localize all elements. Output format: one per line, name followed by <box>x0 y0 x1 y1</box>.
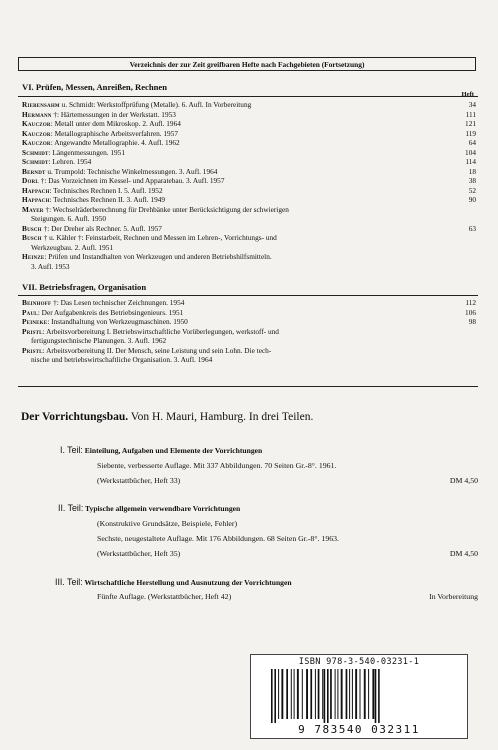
entry-line <box>22 195 476 205</box>
barcode-bar <box>352 669 353 719</box>
part-ii-subtitle: (Konstruktive Grundsätze, Beispiele, Fehler) <box>97 519 238 528</box>
entry-title: : Technisches Rechnen I. 5. Aufl. 1952 <box>49 185 163 195</box>
entry-author: Happach <box>22 185 50 195</box>
entry-title: : Angewandte Metallographie. 4. Aufl. 1962 <box>50 138 180 147</box>
entry-title: †: Wechselräderberechnung für Drehbänke unter Berücksichtigung der schwierigen <box>43 204 289 214</box>
section-vi-entry <box>22 138 476 148</box>
part-i-number: I. Teil: <box>60 445 83 455</box>
section-vi-entry <box>22 252 456 271</box>
entry-title: u. Schmidt: Werkstoffprüfung (Metalle). 6. Aufl. In Vorbereitung <box>59 100 252 109</box>
entry-line <box>22 307 476 318</box>
entry-heft-number: 18 <box>468 166 476 176</box>
entry-line <box>22 119 476 129</box>
barcode-bar <box>286 669 288 719</box>
section-vi-entry <box>22 166 476 177</box>
part-ii-price: DM 4,50 <box>449 549 478 558</box>
entry-author: Berndt <box>22 166 46 176</box>
entry-title: †: Das Lesen technischer Zeichnungen. 1954 <box>51 298 185 307</box>
barcode-bar <box>372 669 374 719</box>
barcode-bar <box>330 669 332 719</box>
part-ii-number: II. Teil: <box>58 503 84 513</box>
entry-author: Hermann <box>22 109 52 119</box>
entry-author: Pristl <box>22 345 43 355</box>
section-vii-list <box>22 298 476 365</box>
section-vi-list <box>22 100 476 271</box>
part-ii-edition: Sechste, neugestaltete Auflage. Mit 176 Abbildungen. 68 Seiten Gr.-8°. 1963. <box>97 534 339 543</box>
entry-heft-number: 64 <box>468 138 476 147</box>
entry-title: †: Der Dreher als Rechner. 5. Aufl. 1957 <box>41 223 162 233</box>
barcode-bar <box>278 669 279 719</box>
entry-line <box>22 128 476 139</box>
barcode-bar <box>337 669 338 719</box>
entry-title: : Lehren. 1954 <box>48 157 92 166</box>
entry-line <box>22 205 456 215</box>
section-vi-entry <box>22 157 476 167</box>
entry-title: : Der Aufgabenkreis des Betriebsingenieurs. 1951 <box>37 307 184 317</box>
entry-title: u. Trumpold: Technische Winkelmessungen. 3. Aufl. 1964 <box>45 166 218 176</box>
part-i-edition: Siebente, verbesserte Auflage. Mit 337 Abbildungen. 70 Seiten Gr.-8°. 1961. <box>97 461 337 470</box>
entry-heft-number: 121 <box>465 119 476 128</box>
barcode-bar <box>291 669 292 719</box>
barcode-bar <box>368 669 369 719</box>
heft-column-label: Heft <box>461 91 474 98</box>
part-iii-edition: Fünfte Auflage. (Werkstattbücher, Heft 42) <box>97 592 232 601</box>
section-vii-entry <box>22 346 456 365</box>
entry-continuation: fertigungstechnische Planungen. 3. Aufl. 1962 <box>31 336 167 345</box>
isbn-label: ISBN 978-3-540-03231-1 <box>298 657 420 667</box>
vorrichtungsbau-title-rest: Von H. Mauri, Hamburg. In drei Teilen. <box>128 411 314 423</box>
part-i-price: DM 4,50 <box>449 476 478 485</box>
entry-line <box>22 252 456 262</box>
entry-heft-number: 52 <box>468 185 476 195</box>
entry-heft-number: 112 <box>465 298 476 307</box>
barcode-bar <box>306 669 308 719</box>
barcode-bar <box>297 669 299 719</box>
barcode-bar <box>322 669 323 719</box>
part-i-title: Einteilung, Aufgaben und Elemente der Vorrichtungen <box>82 446 263 455</box>
entry-line <box>22 157 476 167</box>
entry-title: : Metallographische Arbeitsverfahren. 1957 <box>50 128 178 138</box>
section-vi-rule <box>18 96 478 97</box>
entry-line <box>22 147 476 158</box>
isbn-barcode-block <box>250 654 468 739</box>
entry-title: † u. Kähler †: Feinstarbeit, Rechnen und Messen im Lehren-, Vorrichtungs- und <box>41 233 277 242</box>
entry-heft-number: 104 <box>465 147 476 157</box>
entry-author: Paul <box>22 307 38 317</box>
barcode-guard-bar <box>274 669 276 723</box>
section-vi-entry <box>22 205 456 224</box>
section-vi-entry <box>22 109 476 120</box>
entry-title: : Arbeitsvorbereitung I. Betriebswirtschaftliche Vorüberlegungen, werkstoff- und <box>42 326 279 336</box>
entry-author: Busch <box>22 233 42 242</box>
barcode-guard-bar <box>324 669 326 723</box>
section-vi-entry <box>22 176 476 186</box>
entry-title: : Technisches Rechnen II. 3. Aufl. 1949 <box>49 195 166 204</box>
entry-author: Beinhoff <box>22 298 52 307</box>
entry-author: Riebensahm <box>22 100 60 109</box>
barcode-digits: 9 783540 032311 <box>298 723 420 736</box>
barcode-bar <box>341 669 343 719</box>
entry-line <box>22 100 476 110</box>
section-vi-entry <box>22 128 476 139</box>
barcode-bars <box>269 669 449 723</box>
entry-heft-number: 90 <box>468 195 476 204</box>
entry-author: Schmidt <box>22 157 49 166</box>
entry-author: Kauczor <box>22 128 51 138</box>
entry-continuation: Werkzeugbau. 2. Aufl. 1951 <box>31 242 114 252</box>
entry-title: †: Das Vorzeichnen im Kessel- und Apparatebau. 3. Aufl. 1957 <box>38 176 225 185</box>
barcode-bar <box>360 669 361 719</box>
part-ii-heading <box>58 503 240 513</box>
entry-author: Schmidt <box>22 147 49 157</box>
part-ii-title: Typische allgemein verwendbare Vorrichtungen <box>83 504 241 513</box>
entry-heft-number: 114 <box>465 157 476 166</box>
entry-continuation: nische und betriebswirtschaftliche Organisation. 3. Aufl. 1964 <box>31 355 213 364</box>
entry-line <box>22 176 476 186</box>
entry-author: Mayer <box>22 204 44 214</box>
section-vii-entry <box>22 327 456 346</box>
entry-line <box>22 327 456 337</box>
entry-title: : Längenmessungen. 1951 <box>48 147 125 157</box>
barcode-bar <box>310 669 312 719</box>
entry-author: Busch <box>22 223 42 233</box>
barcode-guard-bar <box>271 669 273 723</box>
section-vi-entry <box>22 147 476 158</box>
catalog-header: Verzeichnis der zur Zeit greifbaren Hefte nach Fachgebieten (Fortsetzung) <box>18 57 476 71</box>
entry-line <box>22 185 476 196</box>
barcode-guard-bar <box>378 669 380 723</box>
entry-line <box>22 298 476 308</box>
part-iii-status: In Vorbereitung <box>429 592 478 601</box>
section-vi-entry <box>22 119 476 129</box>
divider-rule <box>18 386 478 387</box>
entry-heft-number: 38 <box>468 176 476 185</box>
barcode-bar <box>281 669 283 719</box>
entry-heft-number: 119 <box>465 128 476 138</box>
barcode-guard-bar <box>375 669 377 723</box>
entry-title: : Arbeitsvorbereitung II. Der Mensch, seine Leistung und sein Lohn. Die tech- <box>42 345 272 355</box>
part-iii-title: Wirtschaftliche Herstellung und Ausnutzung der Vorrichtungen <box>82 578 292 587</box>
barcode-bar <box>318 669 320 719</box>
entry-author: Peineke <box>22 317 48 326</box>
entry-author: Pristl <box>22 326 43 336</box>
section-vi-entry <box>22 223 476 234</box>
entry-author: Heinze <box>22 252 45 261</box>
entry-line <box>22 166 476 177</box>
entry-title: : Prüfen und Instandhalten von Werkzeugen und anderen Betriebshilfsmitteln. <box>44 252 272 261</box>
barcode-bar <box>346 669 348 719</box>
entry-line <box>22 138 476 148</box>
barcode-guard-bar <box>327 669 329 723</box>
entry-heft-number: 98 <box>468 317 476 326</box>
section-vii-rule <box>18 295 478 296</box>
part-ii-series: (Werkstattbücher, Heft 35) <box>97 549 181 558</box>
section-vii-entry <box>22 298 476 308</box>
entry-continuation: Steigungen. 6. Aufl. 1950 <box>31 214 106 223</box>
entry-heft-number: 63 <box>468 223 476 233</box>
part-iii-number: III. Teil: <box>55 577 83 587</box>
entry-heft-number: 34 <box>468 100 476 109</box>
vorrichtungsbau-title-bold: Der Vorrichtungsbau. <box>21 411 129 423</box>
entry-line <box>22 223 476 234</box>
entry-line <box>22 317 476 327</box>
section-vii-title: VII. Betriebsfragen, Organisation <box>22 282 147 292</box>
part-i-series: (Werkstattbücher, Heft 33) <box>97 476 181 485</box>
entry-line <box>22 233 456 243</box>
section-vi-entry <box>22 100 476 110</box>
entry-line <box>22 346 456 356</box>
barcode-bar <box>302 669 303 719</box>
barcode-bar <box>315 669 316 719</box>
entry-author: Kauczor <box>22 138 51 147</box>
barcode-bar <box>294 669 295 719</box>
entry-continuation: 3. Aufl. 1953 <box>31 261 70 271</box>
entry-title: : Instandhaltung von Werkzeugmaschinen. 1950 <box>47 317 188 326</box>
barcode-bar <box>364 669 366 719</box>
section-vi-entry <box>22 195 476 205</box>
entry-line <box>22 109 476 120</box>
barcode-bar <box>335 669 336 719</box>
barcode-bar <box>349 669 350 719</box>
entry-author: Kauczor <box>22 119 51 128</box>
barcode-bar <box>355 669 357 719</box>
entry-heft-number: 111 <box>465 109 476 119</box>
vorrichtungsbau-title <box>21 411 313 423</box>
part-i-heading <box>60 445 262 455</box>
entry-author: Happach <box>22 195 50 204</box>
entry-heft-number: 106 <box>465 307 476 317</box>
entry-title: †: Härtemessungen in der Werkstatt. 1953 <box>51 109 176 119</box>
section-vi-title: VI. Prüfen, Messen, Anreißen, Rechnen <box>22 82 167 92</box>
entry-title: : Metall unter dem Mikroskop. 2. Aufl. 1964 <box>50 119 181 128</box>
section-vii-entry <box>22 307 476 318</box>
section-vi-entry <box>22 185 476 196</box>
entry-author: Dorl <box>22 176 39 185</box>
section-vii-entry <box>22 317 476 327</box>
part-iii-heading <box>55 577 292 587</box>
section-vi-entry <box>22 233 456 252</box>
